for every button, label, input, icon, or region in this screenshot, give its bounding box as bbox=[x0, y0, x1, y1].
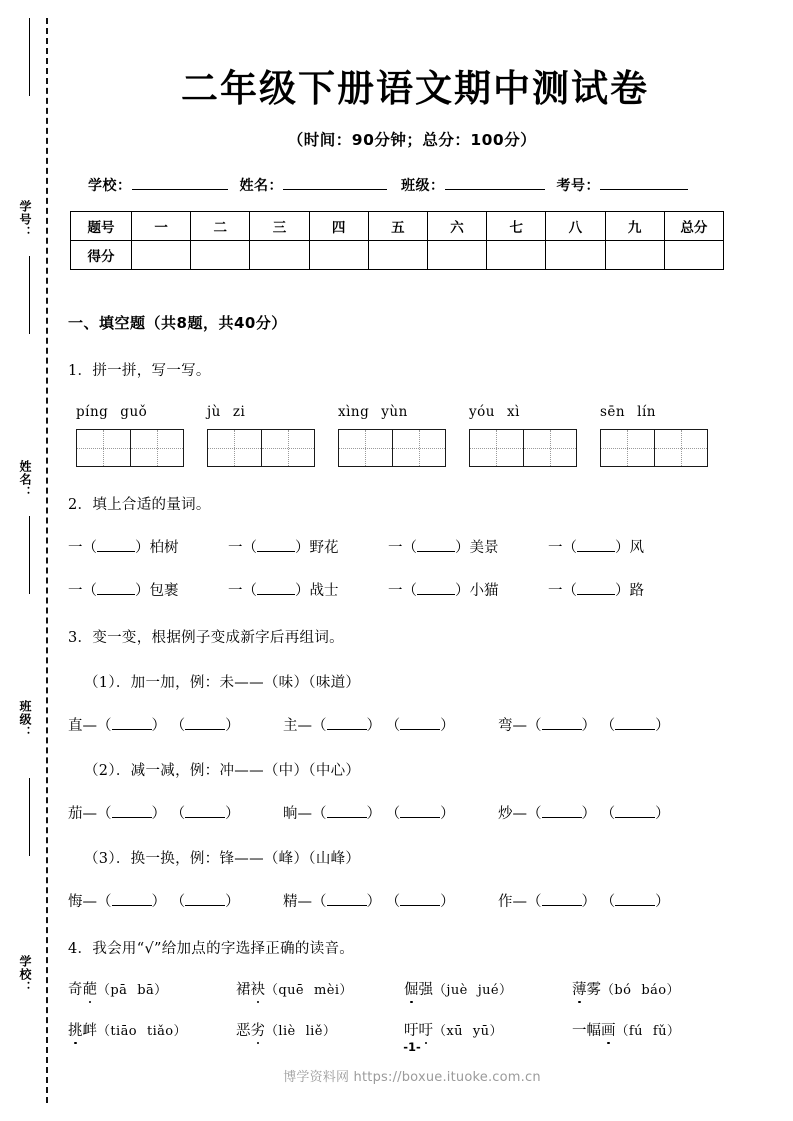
word-dotted-char: 倔 bbox=[404, 978, 419, 999]
measure-suffix: ） bbox=[455, 540, 470, 556]
question-2-stem: 2．填上合适的量词。 bbox=[68, 497, 211, 513]
student-info-line bbox=[88, 174, 762, 195]
class-blank[interactable] bbox=[445, 174, 545, 190]
question-1-stem: 1．拼一拼，写一写。 bbox=[68, 363, 211, 379]
answer-blank[interactable] bbox=[97, 538, 135, 552]
transform-item bbox=[498, 890, 713, 911]
col-head-7: 七 bbox=[487, 212, 546, 241]
transform-item bbox=[283, 890, 498, 911]
school-field[interactable] bbox=[88, 174, 228, 195]
dash: — bbox=[512, 718, 527, 734]
paren-close: ） bbox=[581, 894, 596, 910]
answer-blank[interactable] bbox=[257, 538, 295, 552]
measure-noun: 风 bbox=[629, 540, 644, 556]
margin-label-class: 班级： bbox=[18, 700, 32, 739]
paren-close: ） bbox=[225, 718, 240, 734]
pronunciation-item bbox=[404, 1019, 572, 1040]
transform-item bbox=[68, 890, 283, 911]
answer-blank[interactable] bbox=[542, 804, 582, 818]
paren-close: ） bbox=[151, 718, 166, 734]
base-char: 直 bbox=[68, 718, 83, 734]
table-row-scores bbox=[71, 241, 724, 270]
margin-rule bbox=[29, 18, 30, 96]
paren-open: （ bbox=[170, 894, 186, 910]
transform-item bbox=[68, 802, 283, 823]
dashed-cut-line bbox=[46, 18, 48, 1103]
paren-open: （ bbox=[385, 806, 401, 822]
margin-rule bbox=[29, 256, 30, 334]
page-title: 二年级下册语文期中测试卷 bbox=[181, 66, 649, 110]
paren-close: ） bbox=[581, 718, 596, 734]
pinyin-syllable: lín bbox=[637, 404, 656, 420]
pron-option-2[interactable]: mèi bbox=[314, 983, 340, 998]
margin-field-student-no bbox=[8, 200, 42, 243]
paren-close: ） bbox=[225, 894, 240, 910]
measure-prefix: 一（ bbox=[68, 583, 97, 599]
margin-label-school: 学校： bbox=[18, 955, 32, 994]
score-cell-7[interactable] bbox=[487, 241, 546, 270]
paren-open: （ bbox=[97, 894, 112, 910]
col-head-1: 一 bbox=[132, 212, 191, 241]
answer-blank[interactable] bbox=[615, 716, 655, 730]
paren-open: （ bbox=[312, 806, 327, 822]
pronunciation-item bbox=[404, 978, 572, 999]
grid-cell[interactable] bbox=[208, 430, 261, 466]
exam-no-label: 考号： bbox=[556, 178, 600, 194]
dash: — bbox=[297, 806, 312, 822]
dash: — bbox=[82, 894, 97, 910]
paren-close: ） bbox=[666, 983, 680, 998]
grid-cell[interactable] bbox=[392, 430, 446, 466]
score-cell-5[interactable] bbox=[368, 241, 427, 270]
col-head-6: 六 bbox=[427, 212, 486, 241]
measure-prefix: 一（ bbox=[388, 583, 417, 599]
word-dotted-char: 挑 bbox=[68, 1019, 83, 1040]
pinyin-syllable: sēn bbox=[600, 404, 626, 420]
paren-close: ） bbox=[322, 1024, 337, 1039]
paren-close: ） bbox=[655, 718, 670, 734]
question-3-part-1-label: （1）．加一加，例：未——（味）（味道） bbox=[84, 675, 361, 691]
word-plain: 恶 bbox=[236, 1023, 251, 1039]
paren-open: （ bbox=[615, 1024, 629, 1039]
base-char: 作 bbox=[498, 894, 513, 910]
paren-open: （ bbox=[527, 894, 542, 910]
base-char: 炒 bbox=[498, 806, 513, 822]
school-blank[interactable] bbox=[132, 174, 228, 190]
pron-option-1[interactable]: quē bbox=[278, 983, 304, 998]
answer-blank[interactable] bbox=[400, 716, 440, 730]
score-table bbox=[70, 211, 724, 270]
paren-close: ） bbox=[440, 806, 455, 822]
measure-prefix: 一（ bbox=[228, 540, 257, 556]
pinyin-syllable: yùn bbox=[381, 404, 408, 420]
question-4-stem: 4．我会用“√”给加点的字选择正确的读音。 bbox=[68, 941, 355, 957]
exam-no-blank[interactable] bbox=[600, 174, 688, 190]
word-plain: 奇 bbox=[68, 982, 83, 998]
measure-noun: 小猫 bbox=[469, 583, 499, 599]
pinyin-syllable: xìng bbox=[338, 404, 370, 420]
page-number: -1- bbox=[403, 1040, 421, 1054]
pron-option-2[interactable]: fǔ bbox=[652, 1024, 667, 1039]
pinyin-group bbox=[338, 404, 469, 420]
dash: — bbox=[82, 806, 97, 822]
paren-close: ） bbox=[173, 1024, 187, 1039]
name-blank[interactable] bbox=[283, 174, 387, 190]
score-cell-2[interactable] bbox=[191, 241, 250, 270]
margin-field-name bbox=[8, 460, 42, 503]
word-dotted-char: 薄 bbox=[572, 978, 587, 999]
word-plain: 雾 bbox=[586, 982, 601, 998]
pron-option-2[interactable]: tiǎo bbox=[146, 1024, 174, 1039]
paren-close: ） bbox=[154, 983, 168, 998]
transform-item bbox=[68, 714, 283, 735]
measure-suffix: ） bbox=[135, 540, 150, 556]
page-subtitle: （时间：90分钟；总分：100分） bbox=[287, 131, 537, 149]
paren-open: （ bbox=[265, 983, 279, 998]
measure-prefix: 一（ bbox=[548, 540, 577, 556]
col-head-total: 总分 bbox=[664, 212, 723, 241]
pinyin-group bbox=[207, 404, 338, 420]
question-3-part-3-row bbox=[68, 890, 762, 911]
measure-prefix: 一（ bbox=[548, 583, 577, 599]
tianzige-grid[interactable] bbox=[469, 429, 577, 467]
pinyin-syllable: xì bbox=[506, 404, 520, 420]
answer-blank[interactable] bbox=[112, 804, 152, 818]
answer-blank[interactable] bbox=[417, 538, 455, 552]
dash: — bbox=[512, 806, 527, 822]
word-plain: 衅 bbox=[82, 1023, 97, 1039]
margin-field-class bbox=[8, 700, 42, 743]
measure-word-item bbox=[388, 536, 548, 557]
measure-noun: 包裹 bbox=[149, 583, 179, 599]
measure-noun: 战士 bbox=[309, 583, 339, 599]
score-cell-4[interactable] bbox=[309, 241, 368, 270]
question-4-row-2 bbox=[68, 1019, 762, 1040]
score-cell-1[interactable] bbox=[132, 241, 191, 270]
pron-option-1[interactable]: xū bbox=[446, 1024, 463, 1039]
answer-blank[interactable] bbox=[400, 892, 440, 906]
pron-option-1[interactable]: bó bbox=[614, 983, 632, 998]
col-head-4: 四 bbox=[309, 212, 368, 241]
base-char: 主 bbox=[283, 718, 298, 734]
answer-blank[interactable] bbox=[112, 716, 152, 730]
pinyin-syllable: yóu bbox=[469, 404, 495, 420]
grid-cell[interactable] bbox=[130, 430, 184, 466]
pronunciation-options[interactable] bbox=[97, 983, 168, 998]
margin-field-school bbox=[8, 955, 42, 998]
grid-cell[interactable] bbox=[601, 430, 654, 466]
word-dotted-char: 吁 bbox=[419, 1019, 434, 1040]
paren-close: ） bbox=[339, 983, 353, 998]
base-char: 茄 bbox=[68, 806, 83, 822]
pinyin-group bbox=[469, 404, 600, 420]
col-head-8: 八 bbox=[546, 212, 605, 241]
measure-word-item bbox=[548, 579, 708, 600]
measure-word-item bbox=[68, 536, 228, 557]
row-label-question-no: 题号 bbox=[71, 212, 132, 241]
margin-label-student-no: 学号： bbox=[18, 200, 32, 239]
measure-suffix: ） bbox=[135, 583, 150, 599]
col-head-2: 二 bbox=[191, 212, 250, 241]
pron-option-2[interactable]: bā bbox=[137, 983, 155, 998]
word-dotted-char: 葩 bbox=[83, 978, 98, 999]
dash: — bbox=[512, 894, 527, 910]
pron-option-2[interactable]: jué bbox=[477, 983, 499, 998]
grid-cell[interactable] bbox=[654, 430, 708, 466]
answer-blank[interactable] bbox=[417, 581, 455, 595]
answer-blank[interactable] bbox=[615, 892, 655, 906]
pinyin-syllable: guǒ bbox=[120, 404, 148, 420]
paren-open: （ bbox=[433, 983, 447, 998]
measure-noun: 美景 bbox=[469, 540, 499, 556]
paren-open: （ bbox=[265, 1024, 279, 1039]
exam-no-field[interactable] bbox=[557, 174, 689, 195]
grid-cell[interactable] bbox=[523, 430, 577, 466]
pronunciation-item bbox=[236, 1019, 404, 1040]
answer-blank[interactable] bbox=[577, 581, 615, 595]
pron-option-1[interactable]: juè bbox=[446, 983, 468, 998]
question-1-writing-grids bbox=[76, 429, 762, 467]
pron-option-1[interactable]: pā bbox=[110, 983, 128, 998]
question-3-part-2-row bbox=[68, 802, 762, 823]
pinyin-syllable: jù bbox=[207, 404, 221, 420]
word-plain: 强 bbox=[418, 982, 433, 998]
measure-suffix: ） bbox=[615, 540, 630, 556]
answer-blank[interactable] bbox=[112, 892, 152, 906]
transform-item bbox=[498, 802, 713, 823]
word-dotted-char: 袂 bbox=[251, 978, 266, 999]
paren-close: ） bbox=[366, 718, 381, 734]
pronunciation-item bbox=[572, 1019, 740, 1040]
pronunciation-item bbox=[68, 1019, 236, 1040]
question-1-pinyin-row bbox=[76, 404, 762, 420]
score-cell-9[interactable] bbox=[605, 241, 664, 270]
paren-close: ） bbox=[151, 806, 166, 822]
pinyin-group bbox=[76, 404, 207, 420]
answer-blank[interactable] bbox=[615, 804, 655, 818]
grid-cell[interactable] bbox=[339, 430, 392, 466]
name-label: 姓名： bbox=[239, 178, 283, 194]
word-plain: 一幅 bbox=[572, 1023, 601, 1039]
answer-blank[interactable] bbox=[185, 716, 225, 730]
paren-close: ） bbox=[655, 894, 670, 910]
measure-word-item bbox=[548, 536, 708, 557]
grid-cell[interactable] bbox=[77, 430, 130, 466]
question-3-part-2-label: （2）．减一减，例：冲——（中）（中心） bbox=[84, 763, 361, 779]
paren-open: （ bbox=[527, 806, 542, 822]
dash: — bbox=[82, 718, 97, 734]
tianzige-grid[interactable] bbox=[76, 429, 184, 467]
paren-open: （ bbox=[97, 806, 112, 822]
score-cell-total[interactable] bbox=[664, 241, 723, 270]
binding-margin bbox=[0, 0, 60, 1121]
measure-prefix: 一（ bbox=[388, 540, 417, 556]
score-cell-6[interactable] bbox=[427, 241, 486, 270]
score-cell-8[interactable] bbox=[546, 241, 605, 270]
paren-open: （ bbox=[601, 983, 615, 998]
paren-close: ） bbox=[581, 806, 596, 822]
pronunciation-options[interactable] bbox=[601, 983, 680, 998]
measure-word-item bbox=[68, 579, 228, 600]
base-char: 晌 bbox=[283, 806, 298, 822]
base-char: 精 bbox=[283, 894, 298, 910]
table-row-question-numbers bbox=[71, 212, 724, 241]
pronunciation-options[interactable] bbox=[433, 983, 512, 998]
pron-option-1[interactable]: fú bbox=[628, 1024, 643, 1039]
question-4-row-1 bbox=[68, 978, 762, 999]
word-dotted-char: 画 bbox=[601, 1019, 616, 1040]
paren-open: （ bbox=[600, 894, 616, 910]
transform-item bbox=[283, 802, 498, 823]
paren-open: （ bbox=[170, 718, 186, 734]
answer-blank[interactable] bbox=[185, 804, 225, 818]
transform-item bbox=[498, 714, 713, 735]
paren-close: ） bbox=[489, 1024, 503, 1039]
question-3-stem: 3．变一变，根据例子变成新字后再组词。 bbox=[68, 630, 344, 646]
question-2-row-2 bbox=[68, 579, 762, 600]
tianzige-grid[interactable] bbox=[338, 429, 446, 467]
grid-cell[interactable] bbox=[261, 430, 315, 466]
paren-open: （ bbox=[97, 718, 112, 734]
paren-open: （ bbox=[433, 1024, 447, 1039]
pinyin-syllable: zi bbox=[232, 404, 246, 420]
watermark-source: 博学资料网 https://boxue.ituoke.com.cn bbox=[283, 1070, 541, 1085]
question-3-part-3-label: （3）．换一换，例：锋——（峰）（山峰） bbox=[84, 851, 361, 867]
measure-noun: 柏树 bbox=[149, 540, 179, 556]
paren-close: ） bbox=[366, 894, 381, 910]
pronunciation-options[interactable] bbox=[616, 1024, 681, 1039]
base-char: 弯 bbox=[498, 718, 513, 734]
measure-prefix: 一（ bbox=[68, 540, 97, 556]
col-head-9: 九 bbox=[605, 212, 664, 241]
measure-word-item bbox=[228, 536, 388, 557]
measure-noun: 路 bbox=[629, 583, 644, 599]
pronunciation-options[interactable] bbox=[265, 983, 353, 998]
paren-close: ） bbox=[666, 1024, 681, 1039]
answer-blank[interactable] bbox=[327, 892, 367, 906]
measure-suffix: ） bbox=[295, 583, 310, 599]
base-char: 悔 bbox=[68, 894, 83, 910]
paren-open: （ bbox=[312, 894, 327, 910]
pronunciation-item bbox=[68, 978, 236, 999]
paren-close: ） bbox=[440, 894, 455, 910]
tianzige-grid[interactable] bbox=[207, 429, 315, 467]
answer-blank[interactable] bbox=[400, 804, 440, 818]
word-dotted-char: 劣 bbox=[251, 1019, 266, 1040]
paren-open: （ bbox=[600, 718, 616, 734]
paren-open: （ bbox=[527, 718, 542, 734]
col-head-5: 五 bbox=[368, 212, 427, 241]
paren-close: ） bbox=[366, 806, 381, 822]
paren-open: （ bbox=[170, 806, 186, 822]
dash: — bbox=[297, 894, 312, 910]
paren-open: （ bbox=[97, 983, 111, 998]
name-field[interactable] bbox=[240, 174, 388, 195]
row-label-score: 得分 bbox=[71, 241, 132, 270]
pronunciation-options[interactable] bbox=[265, 1024, 336, 1039]
answer-blank[interactable] bbox=[577, 538, 615, 552]
pronunciation-options[interactable] bbox=[97, 1024, 187, 1039]
paren-open: （ bbox=[385, 718, 401, 734]
paren-open: （ bbox=[385, 894, 401, 910]
pron-option-2[interactable]: báo bbox=[641, 983, 667, 998]
answer-blank[interactable] bbox=[327, 804, 367, 818]
paren-open: （ bbox=[97, 1024, 111, 1039]
margin-rule bbox=[29, 778, 30, 856]
pronunciation-item bbox=[572, 978, 740, 999]
tianzige-grid[interactable] bbox=[600, 429, 708, 467]
measure-suffix: ） bbox=[455, 583, 470, 599]
measure-word-item bbox=[388, 579, 548, 600]
paren-open: （ bbox=[600, 806, 616, 822]
class-field[interactable] bbox=[401, 174, 545, 195]
measure-suffix: ） bbox=[615, 583, 630, 599]
question-2-row-1 bbox=[68, 536, 762, 557]
dash: — bbox=[297, 718, 312, 734]
answer-blank[interactable] bbox=[97, 581, 135, 595]
class-label: 班级： bbox=[401, 178, 445, 194]
answer-blank[interactable] bbox=[185, 892, 225, 906]
measure-word-item bbox=[228, 579, 388, 600]
word-plain: 裙 bbox=[236, 982, 251, 998]
pinyin-group bbox=[600, 404, 731, 420]
score-cell-3[interactable] bbox=[250, 241, 309, 270]
school-label: 学校： bbox=[88, 178, 132, 194]
answer-blank[interactable] bbox=[542, 716, 582, 730]
pronunciation-options[interactable] bbox=[433, 1024, 503, 1039]
margin-label-name: 姓名： bbox=[18, 460, 32, 499]
question-3-part-1-row bbox=[68, 714, 762, 735]
pinyin-syllable: píng bbox=[76, 404, 109, 420]
section-heading-fill-in-blanks: 一、填空题（共8题，共40分） bbox=[68, 314, 287, 332]
paren-close: ） bbox=[655, 806, 670, 822]
word-plain: 吁 bbox=[404, 1023, 419, 1039]
pron-option-2[interactable]: liě bbox=[305, 1024, 323, 1039]
answer-blank[interactable] bbox=[542, 892, 582, 906]
paren-close: ） bbox=[499, 983, 513, 998]
pron-option-2[interactable]: yū bbox=[472, 1024, 490, 1039]
margin-rule bbox=[29, 516, 30, 594]
answer-blank[interactable] bbox=[257, 581, 295, 595]
pron-option-1[interactable]: tiāo bbox=[110, 1024, 137, 1039]
pron-option-1[interactable]: liè bbox=[278, 1024, 296, 1039]
grid-cell[interactable] bbox=[470, 430, 523, 466]
paren-open: （ bbox=[312, 718, 327, 734]
col-head-3: 三 bbox=[250, 212, 309, 241]
transform-item bbox=[283, 714, 498, 735]
exam-sheet bbox=[62, 0, 762, 1121]
measure-prefix: 一（ bbox=[228, 583, 257, 599]
paren-close: ） bbox=[151, 894, 166, 910]
answer-blank[interactable] bbox=[327, 716, 367, 730]
paren-close: ） bbox=[225, 806, 240, 822]
measure-suffix: ） bbox=[295, 540, 310, 556]
measure-noun: 野花 bbox=[309, 540, 339, 556]
paren-close: ） bbox=[440, 718, 455, 734]
pronunciation-item bbox=[236, 978, 404, 999]
